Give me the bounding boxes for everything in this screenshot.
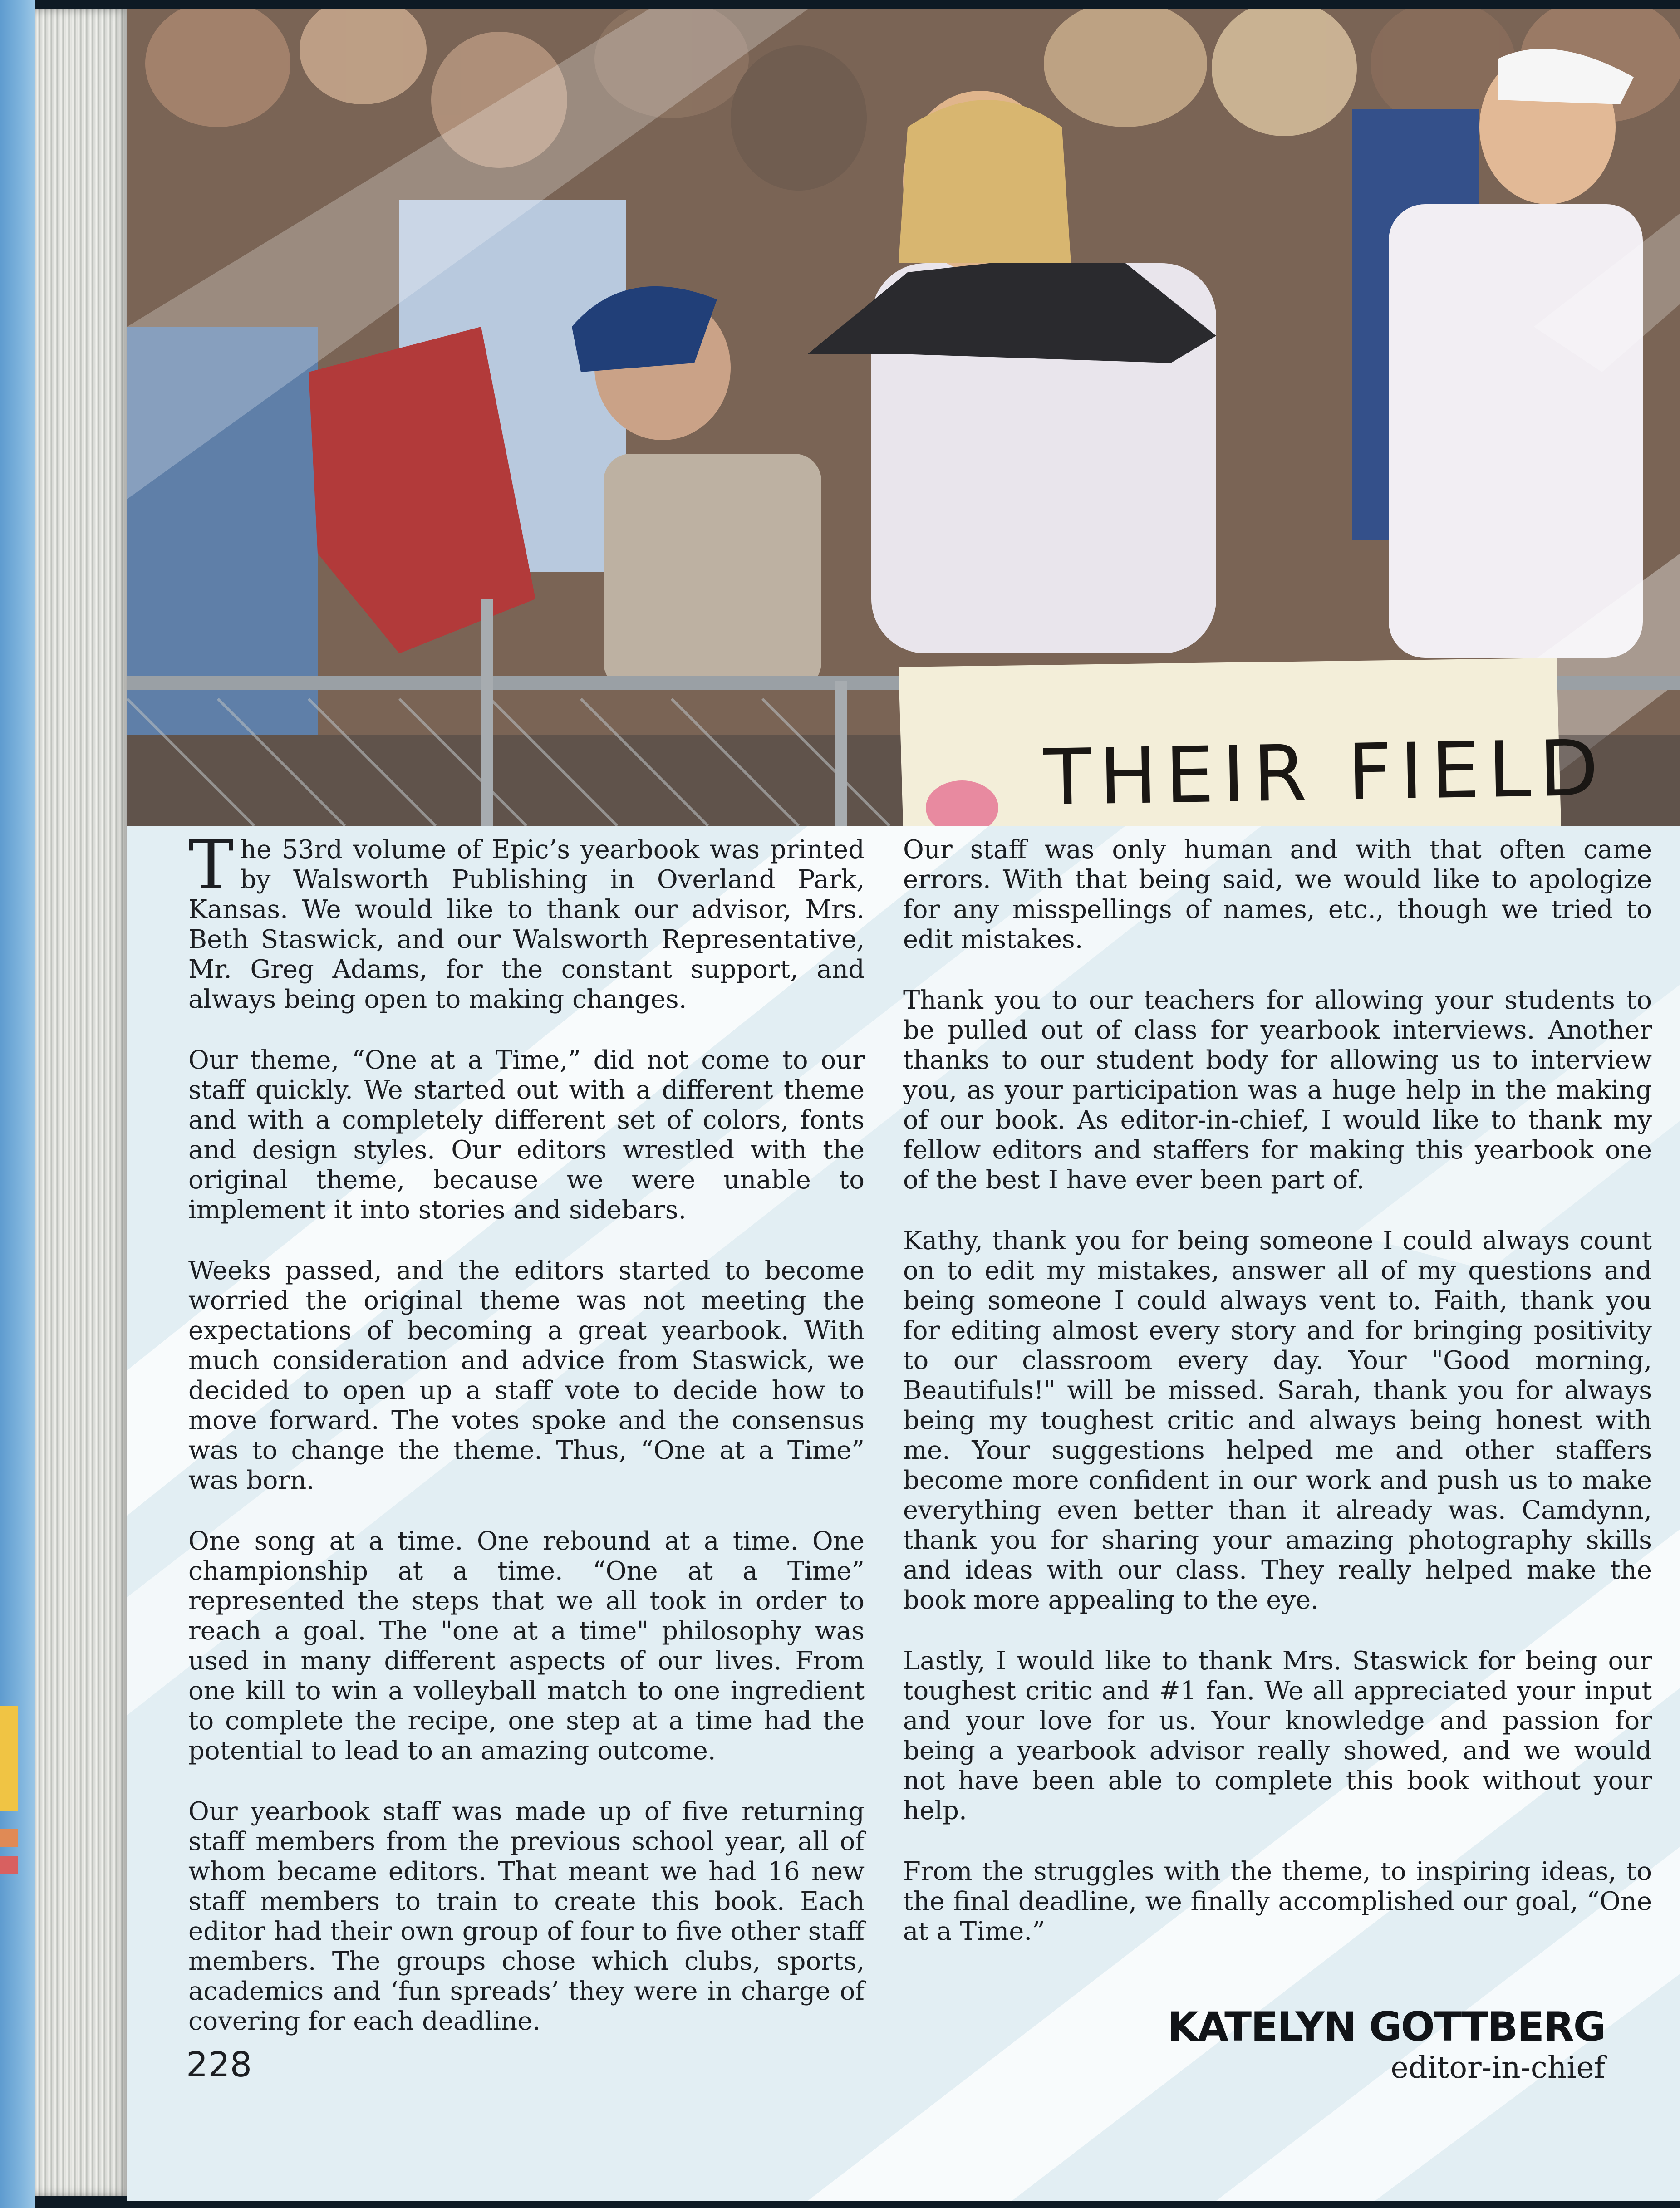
article-paragraph: Our staff was only human and with that often came errors. With that being said, we would like to apologize for any misspellings of names, etc., though we tried to edit mistakes. — [903, 835, 1652, 954]
article-paragraph: One song at a time. One rebound at a time. One championship at a time. “One at a Time” represented the steps that we all took in order to reach a goal. The "one at a time" philosophy was used in many different aspects of our lives. From one kill to win a volleyball match to one ingredient to complete the recipe, one step at a time had the potential to lead to an amazing outcome. — [188, 1526, 865, 1766]
yearbook-page — [127, 9, 1680, 2201]
article-right-column — [903, 835, 1652, 1977]
cover-band-orange — [0, 1829, 18, 1847]
cover-band-red — [0, 1856, 18, 1874]
article-paragraph: Our yearbook staff was made up of five returning staff members from the previous school year, all of whom became editors. That meant we had 16 new staff members to train to create this book. Each editor had their own group of four to five other staff members. The groups chose which clubs, sports, academics and ‘fun spreads’ they were in charge of covering for each deadline. — [188, 1797, 865, 2036]
page-edges — [35, 9, 131, 2196]
paragraph-text: he 53rd volume of Epic’s yearbook was printed by Walsworth Publishing in Overland Park, Kansas. We would like to thank our advisor, Mrs. Beth Staswick, and our Walsworth Representative, Mr. Greg Adams, for the constant support, and always being open to making changes. — [188, 835, 865, 1014]
byline-role: editor-in-chief — [1390, 2050, 1605, 2085]
drop-cap: T — [188, 826, 234, 905]
article-paragraph: Thank you to our teachers for allowing your students to be pulled out of class for yearbook interviews. Another thanks to our student body for allowing us to interview you, as your participation was a huge help in the making of our book. As editor-in-chief, I would like to thank my fellow editors and staffers for making this yearbook one of the best I have ever been part of. — [903, 986, 1652, 1195]
article-paragraph: Lastly, I would like to thank Mrs. Staswick for being our toughest critic and #1 fan. We all appreciated your input and your love for us. Your knowledge and passion for being a yearbook advisor really showed, and we would not have been able to complete this book without your help. — [903, 1646, 1652, 1825]
crowd-photo — [127, 9, 1680, 826]
article-left-column — [188, 826, 865, 2067]
article-paragraph: Kathy, thank you for being someone I could always count on to edit my mistakes, answer all of my questions and being someone I could always vent to. Faith, thank you for editing almost every story and for bringing positivity to our classroom every day. Your "Good morning, Beautifuls!" will be missed. Sarah, thank you for always being my toughest critic and always being honest with me. Your suggestions helped me and other staffers become more confident in our work and push us to make everything even better than it already was. Camdynn, thank you for sharing your amazing photography skills and ideas with our class. They really helped make the book more appealing to the eye. — [903, 1226, 1652, 1615]
page-number: 228 — [186, 2044, 252, 2085]
article-paragraph: Weeks passed, and the editors started to become worried the original theme was not meeting the expectations of becoming a great yearbook. With much consideration and advice from Staswick, we decided to open up a staff vote to decide how to move forward. The votes spoke and the consensus was to change the theme. Thus, “One at a Time” was born. — [188, 1256, 865, 1495]
banner-text: THEIR FIELD — [1043, 723, 1607, 823]
article-paragraph: From the struggles with the theme, to inspiring ideas, to the final deadline, we finally accomplished our goal, “One at a Time.” — [903, 1857, 1652, 1946]
book-cover-edge — [0, 0, 35, 2208]
article-paragraph: Our theme, “One at a Time,” did not come to our staff quickly. We started out with a different theme and with a completely different set of colors, fonts and design styles. Our editors wrestled with the original theme, because we were unable to implement it into stories and sidebars. — [188, 1045, 865, 1225]
byline-name: KATELYN GOTTBERG — [1167, 2003, 1605, 2050]
cover-band-yellow — [0, 1706, 18, 1811]
article-paragraph — [188, 826, 865, 1015]
